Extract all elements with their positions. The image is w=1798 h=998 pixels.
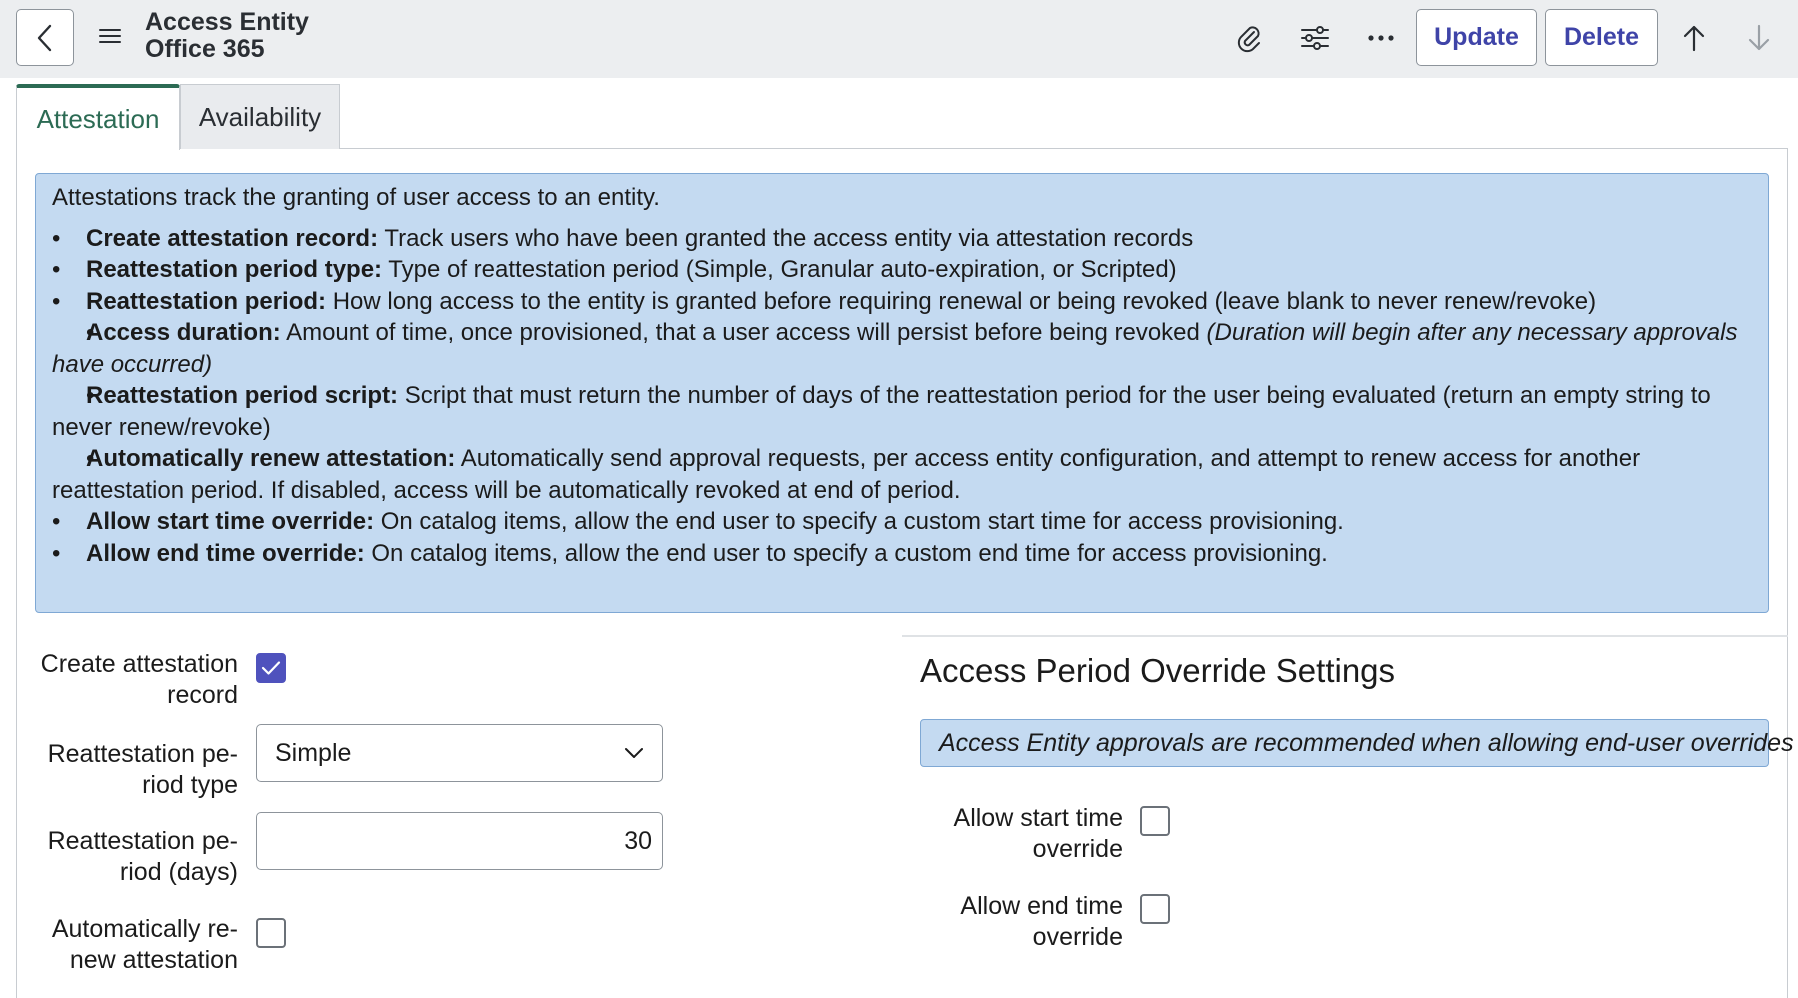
previous-record-button[interactable] [1672,16,1716,60]
label-line: Allow end time [960,892,1123,920]
info-intro: Attestations track the granting of user access to an entity. [52,184,660,211]
info-desc: Track users who have been granted the access entity via attestation records [378,224,1194,252]
override-notice: Access Entity approvals are recommended when allowing end-user overrides [920,719,1769,767]
end-override-label [883,891,1123,953]
attachment-button[interactable] [1227,16,1271,60]
auto-renew-label [18,914,238,976]
label-line: Allow start time [953,804,1123,832]
form-header [0,0,1798,78]
period-days-input[interactable] [256,812,663,870]
back-button[interactable] [16,9,74,66]
period-type-label [18,739,238,801]
info-term: Reattestation period script: [86,382,399,409]
personalize-form-button[interactable] [1293,16,1337,60]
info-desc: How long access to the entity is granted before requiring renewal or being revoked (leave blank to never renew/revoke) [326,287,1597,315]
list-item [52,443,1752,506]
next-record-button[interactable] [1737,16,1781,60]
more-horizontal-icon [1368,34,1394,42]
record-name-title: Office 365 [145,35,265,63]
chevron-left-icon [34,23,56,53]
auto-renew-checkbox[interactable] [256,918,286,948]
info-term: Reattestation period: [86,287,327,315]
info-desc: Amount of time, once provisioned, that a user access will persist before being revoked [280,319,1207,346]
section-divider [902,635,1788,637]
period-days-label [18,826,238,888]
label-line: Reattestation pe- [47,827,238,855]
sliders-icon [1300,25,1330,51]
label-line: override [1032,835,1123,863]
page-title [145,9,309,63]
end-override-checkbox[interactable] [1140,894,1170,924]
list-item [52,317,1752,380]
create-record-label [18,649,238,711]
label-line: override [1032,923,1123,951]
checkmark-icon [261,660,281,676]
label-line: Create attestation [40,650,238,678]
list-item [52,286,1752,318]
tab-availability[interactable]: Availability [180,84,340,149]
hamburger-icon [99,27,121,45]
info-desc: Automatically send approval requests, per access entity configuration, and attempt to renew access for another reattestation period. If disabled, access will be automatically revoked at end of period. [52,445,1641,504]
start-override-checkbox[interactable] [1140,806,1170,836]
info-desc: On catalog items, allow the end user to specify a custom start time for access provisioning. [374,508,1344,535]
info-desc: On catalog items, allow the end user to specify a custom end time for access provisioning. [364,539,1328,567]
info-term: Allow end time override: [86,539,365,567]
context-menu-button[interactable] [92,18,128,54]
info-term: Allow start time override: [86,508,375,535]
info-note: (Duration will begin after any necessary approvals have occurred) [52,319,1738,378]
info-term: Create attestation record: [86,224,379,252]
list-item [52,506,1752,538]
label-line: riod type [142,771,238,799]
chevron-down-icon [624,747,644,759]
info-term: Access duration: [86,319,281,346]
label-line: new attestation [69,946,238,974]
list-item [52,380,1752,443]
start-override-label [883,803,1123,865]
list-item [52,538,1752,570]
paperclip-icon [1235,23,1263,53]
arrow-down-icon [1747,24,1771,52]
list-item [52,223,1752,255]
info-desc: Type of reattestation period (Simple, Granular auto-expiration, or Scripted) [382,256,1177,283]
period-type-select[interactable] [256,724,663,782]
more-options-button[interactable] [1359,16,1403,60]
info-desc: Script that must return the number of days of the reattestation period for the user being evaluated (return an empty string to never renew/revoke) [52,382,1711,441]
create-record-checkbox[interactable] [256,653,286,683]
override-section-title: Access Period Override Settings [920,652,1396,689]
label-line: riod (days) [119,858,238,886]
info-term: Reattestation period type: [86,256,383,283]
record-type-title: Access Entity [145,8,309,36]
label-line: Reattestation pe- [47,740,238,768]
arrow-up-icon [1682,24,1706,52]
attestation-info-message [35,173,1769,613]
update-button[interactable]: Update [1416,9,1537,66]
input-value: 30 [624,826,652,855]
select-value: Simple [275,738,352,767]
delete-button[interactable]: Delete [1545,9,1658,66]
list-item [52,254,1752,286]
info-term: Automatically renew attestation: [86,445,456,472]
tab-attestation[interactable]: Attestation [16,84,180,150]
label-line: Automatically re- [51,915,238,943]
label-line: record [167,681,238,709]
